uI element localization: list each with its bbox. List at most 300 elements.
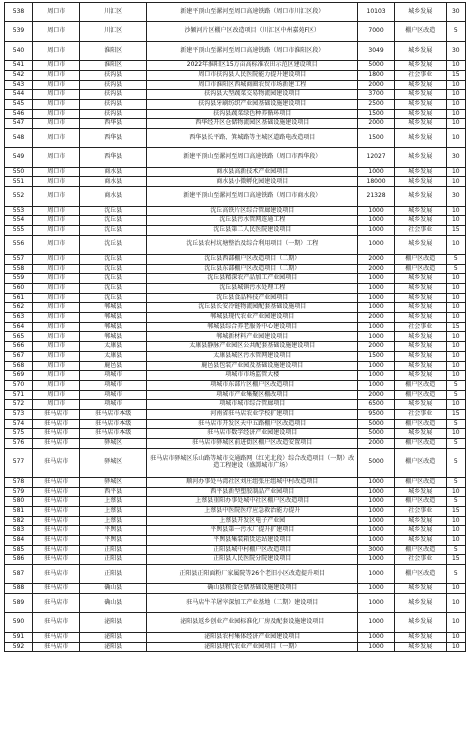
table-row xyxy=(5,351,466,361)
city-cell: 周口市 xyxy=(33,119,80,129)
category-cell: 城乡发展 xyxy=(394,235,446,254)
table-row xyxy=(5,216,466,226)
table-row xyxy=(5,477,466,487)
district-cell: 上蔡县 xyxy=(80,506,147,516)
term-cell: 5 xyxy=(446,419,465,429)
amount-cell: 21328 xyxy=(358,187,395,206)
project-name-cell: 项城市产业集聚区棚改项目 xyxy=(147,390,358,400)
category-cell: 城乡发展 xyxy=(394,61,446,71)
district-cell: 沈丘县 xyxy=(80,235,147,254)
row-number: 565 xyxy=(5,332,33,342)
category-cell: 社会事业 xyxy=(394,322,446,332)
table-row xyxy=(5,293,466,303)
term-cell: 10 xyxy=(446,109,465,119)
table-row xyxy=(5,371,466,381)
category-cell: 城乡发展 xyxy=(394,148,446,167)
district-cell: 确山县 xyxy=(80,594,147,613)
amount-cell: 1000 xyxy=(358,594,395,613)
city-cell: 周口市 xyxy=(33,380,80,390)
project-name-cell: 驻马店市开发区天中五路棚户区改造项目 xyxy=(147,419,358,429)
district-cell: 郸城县 xyxy=(80,303,147,313)
amount-cell: 1000 xyxy=(358,167,395,177)
city-cell: 周口市 xyxy=(33,274,80,284)
category-cell: 城乡发展 xyxy=(394,80,446,90)
term-cell: 5 xyxy=(446,448,465,477)
project-name-cell: 上蔡县重阳办事处城中社区棚户区改造项目 xyxy=(147,497,358,507)
project-name-cell: 沈丘县第二人民医院建设项目 xyxy=(147,225,358,235)
amount-cell: 1000 xyxy=(358,293,395,303)
term-cell: 10 xyxy=(446,128,465,147)
category-cell: 城乡发展 xyxy=(394,206,446,216)
table-row xyxy=(5,225,466,235)
category-cell: 城乡发展 xyxy=(394,303,446,313)
row-number: 560 xyxy=(5,284,33,294)
amount-cell: 1000 xyxy=(358,225,395,235)
city-cell: 周口市 xyxy=(33,99,80,109)
term-cell: 10 xyxy=(446,177,465,187)
category-cell: 城乡发展 xyxy=(394,594,446,613)
district-cell: 驻马店市本级 xyxy=(80,409,147,419)
district-cell: 泌阳县 xyxy=(80,613,147,632)
term-cell: 15 xyxy=(446,506,465,516)
row-number: 563 xyxy=(5,313,33,323)
district-cell: 淮阳区 xyxy=(80,61,147,71)
project-name-cell: 平舆县集装箱货运站建设项目 xyxy=(147,535,358,545)
city-cell: 周口市 xyxy=(33,351,80,361)
amount-cell: 1000 xyxy=(358,235,395,254)
row-number: 545 xyxy=(5,99,33,109)
table-row xyxy=(5,361,466,371)
amount-cell: 2000 xyxy=(358,254,395,264)
table-row xyxy=(5,380,466,390)
amount-cell: 1000 xyxy=(358,642,395,652)
project-name-cell: 新建平顶山至漯河至周口高速铁路（周口市淮阳区段） xyxy=(147,41,358,60)
project-name-cell: 沈丘县城镇污水处理工程 xyxy=(147,284,358,294)
project-name-cell: 周口市淮阳区西城商圈农贸市场新建工程 xyxy=(147,80,358,90)
term-cell: 10 xyxy=(446,313,465,323)
project-name-cell: 顺河办事处马湾社区刘庄组张庄组城中村改造项目 xyxy=(147,477,358,487)
row-number: 541 xyxy=(5,61,33,71)
row-number: 584 xyxy=(5,535,33,545)
table-row xyxy=(5,545,466,555)
city-cell: 周口市 xyxy=(33,80,80,90)
project-table xyxy=(4,2,466,652)
term-cell: 5 xyxy=(446,22,465,41)
category-cell: 棚户区改造 xyxy=(394,22,446,41)
category-cell: 城乡发展 xyxy=(394,526,446,536)
amount-cell: 1000 xyxy=(358,497,395,507)
district-cell: 商水县 xyxy=(80,177,147,187)
amount-cell: 1000 xyxy=(358,487,395,497)
project-name-cell: 沈丘县东部棚户区改造项目（二期） xyxy=(147,264,358,274)
project-name-cell: 沈丘县西部棚户区改造项目（二期） xyxy=(147,254,358,264)
row-number: 553 xyxy=(5,206,33,216)
category-cell: 城乡发展 xyxy=(394,119,446,129)
row-number: 539 xyxy=(5,22,33,41)
category-cell: 城乡发展 xyxy=(394,109,446,119)
table-row xyxy=(5,3,466,22)
term-cell: 10 xyxy=(446,99,465,109)
amount-cell: 5000 xyxy=(358,419,395,429)
row-number: 546 xyxy=(5,109,33,119)
amount-cell: 2500 xyxy=(358,99,395,109)
district-cell: 扶沟县 xyxy=(80,80,147,90)
city-cell: 周口市 xyxy=(33,70,80,80)
term-cell: 10 xyxy=(446,516,465,526)
city-cell: 驻马店市 xyxy=(33,487,80,497)
district-cell: 扶沟县 xyxy=(80,70,147,80)
table-row xyxy=(5,429,466,439)
city-cell: 周口市 xyxy=(33,264,80,274)
city-cell: 驻马店市 xyxy=(33,429,80,439)
amount-cell: 1000 xyxy=(358,322,395,332)
district-cell: 驿城区 xyxy=(80,477,147,487)
category-cell: 城乡发展 xyxy=(394,584,446,594)
term-cell: 30 xyxy=(446,148,465,167)
amount-cell: 1000 xyxy=(358,565,395,584)
term-cell: 15 xyxy=(446,322,465,332)
table-row xyxy=(5,506,466,516)
table-row xyxy=(5,70,466,80)
district-cell: 西华县 xyxy=(80,148,147,167)
district-cell: 平舆县 xyxy=(80,526,147,536)
amount-cell: 3049 xyxy=(358,41,395,60)
table-row xyxy=(5,584,466,594)
project-name-cell: 正阳县人民医院分院建设项目 xyxy=(147,555,358,565)
term-cell: 10 xyxy=(446,274,465,284)
project-name-cell: 郸城县综合养老服务中心建设项目 xyxy=(147,322,358,332)
term-cell: 15 xyxy=(446,409,465,419)
table-row xyxy=(5,22,466,41)
table-row xyxy=(5,109,466,119)
term-cell: 10 xyxy=(446,119,465,129)
amount-cell: 1000 xyxy=(358,584,395,594)
project-name-cell: 项城市东部片区棚户区改造项目 xyxy=(147,380,358,390)
amount-cell: 1000 xyxy=(358,380,395,390)
district-cell: 正阳县 xyxy=(80,565,147,584)
row-number: 588 xyxy=(5,584,33,594)
term-cell: 10 xyxy=(446,216,465,226)
amount-cell: 1000 xyxy=(358,216,395,226)
table-row xyxy=(5,167,466,177)
project-name-cell: 沈丘县精深农产品加工产业园项目 xyxy=(147,274,358,284)
city-cell: 驻马店市 xyxy=(33,565,80,584)
project-name-cell: 驻马店市驿城区乐山路等城市交通路网（红光北段）综合改造项目（一期）改造工程建设（盛譚城市广场） xyxy=(147,448,358,477)
category-cell: 城乡发展 xyxy=(394,642,446,652)
row-number: 579 xyxy=(5,487,33,497)
project-name-cell: 沈丘县污水管网连通工程 xyxy=(147,216,358,226)
row-number: 558 xyxy=(5,264,33,274)
project-name-cell: 沈丘县食品科技产业园项目 xyxy=(147,293,358,303)
district-cell: 泌阳县 xyxy=(80,632,147,642)
term-cell: 30 xyxy=(446,187,465,206)
category-cell: 棚户区改造 xyxy=(394,545,446,555)
row-number: 572 xyxy=(5,400,33,410)
district-cell: 泌阳县 xyxy=(80,642,147,652)
project-name-cell: 太康县城区污水管网建设项目 xyxy=(147,351,358,361)
term-cell: 5 xyxy=(446,380,465,390)
amount-cell: 1000 xyxy=(358,332,395,342)
project-name-cell: 新建平顶山至漯河至周口高速铁路（周口市商水段） xyxy=(147,187,358,206)
district-cell: 川汇区 xyxy=(80,3,147,22)
district-cell: 沈丘县 xyxy=(80,264,147,274)
district-cell: 沈丘县 xyxy=(80,254,147,264)
row-number: 571 xyxy=(5,390,33,400)
district-cell: 扶沟县 xyxy=(80,109,147,119)
project-name-cell: 沈丘县长安冷链物流园配套基础设施项目 xyxy=(147,303,358,313)
category-cell: 社会事业 xyxy=(394,225,446,235)
category-cell: 城乡发展 xyxy=(394,487,446,497)
city-cell: 驻马店市 xyxy=(33,555,80,565)
row-number: 547 xyxy=(5,119,33,129)
amount-cell: 2000 xyxy=(358,390,395,400)
table-row xyxy=(5,342,466,352)
amount-cell: 1000 xyxy=(358,361,395,371)
row-number: 587 xyxy=(5,565,33,584)
city-cell: 周口市 xyxy=(33,3,80,22)
category-cell: 城乡发展 xyxy=(394,613,446,632)
city-cell: 周口市 xyxy=(33,390,80,400)
project-name-cell: 沈丘县农村坑塘整治及综合利用项目（一期）工程 xyxy=(147,235,358,254)
term-cell: 5 xyxy=(446,477,465,487)
row-number: 559 xyxy=(5,274,33,284)
term-cell: 5 xyxy=(446,497,465,507)
project-name-cell: 西华经开区仓储物流园区基础设施建设项目 xyxy=(147,119,358,129)
row-number: 548 xyxy=(5,128,33,147)
term-cell: 10 xyxy=(446,80,465,90)
row-number: 592 xyxy=(5,642,33,652)
term-cell: 5 xyxy=(446,565,465,584)
term-cell: 10 xyxy=(446,642,465,652)
category-cell: 棚户区改造 xyxy=(394,254,446,264)
table-row xyxy=(5,80,466,90)
term-cell: 10 xyxy=(446,400,465,410)
project-name-cell: 太康县静脉产业园区公共配套基础设施建设项目 xyxy=(147,342,358,352)
city-cell: 周口市 xyxy=(33,187,80,206)
amount-cell: 2000 xyxy=(358,342,395,352)
city-cell: 驻马店市 xyxy=(33,584,80,594)
city-cell: 周口市 xyxy=(33,61,80,71)
district-cell: 淮阳区 xyxy=(80,41,147,60)
category-cell: 城乡发展 xyxy=(394,332,446,342)
table-row xyxy=(5,419,466,429)
category-cell: 城乡发展 xyxy=(394,361,446,371)
city-cell: 周口市 xyxy=(33,254,80,264)
city-cell: 周口市 xyxy=(33,293,80,303)
term-cell: 30 xyxy=(446,41,465,60)
amount-cell: 5000 xyxy=(358,61,395,71)
category-cell: 城乡发展 xyxy=(394,516,446,526)
city-cell: 周口市 xyxy=(33,284,80,294)
project-name-cell: 驻马店市数字经济产业园建设项目 xyxy=(147,429,358,439)
project-name-cell: 郸城新材料产业园建设项目 xyxy=(147,332,358,342)
row-number: 552 xyxy=(5,187,33,206)
amount-cell: 2000 xyxy=(358,119,395,129)
amount-cell: 1000 xyxy=(358,303,395,313)
amount-cell: 6500 xyxy=(358,400,395,410)
term-cell: 10 xyxy=(446,206,465,216)
amount-cell: 7000 xyxy=(358,22,395,41)
project-name-cell: 西华县长平路、箕城路等主城区道路电改造项目 xyxy=(147,128,358,147)
category-cell: 棚户区改造 xyxy=(394,264,446,274)
amount-cell: 9500 xyxy=(358,409,395,419)
district-cell: 沈丘县 xyxy=(80,284,147,294)
term-cell: 30 xyxy=(446,3,465,22)
amount-cell: 1000 xyxy=(358,632,395,642)
district-cell: 郸城县 xyxy=(80,322,147,332)
city-cell: 周口市 xyxy=(33,148,80,167)
row-number: 544 xyxy=(5,90,33,100)
row-number: 566 xyxy=(5,342,33,352)
project-table-body xyxy=(5,3,466,652)
project-name-cell: 项城市城市综合管廊项目 xyxy=(147,400,358,410)
category-cell: 社会事业 xyxy=(394,506,446,516)
table-row xyxy=(5,322,466,332)
category-cell: 城乡发展 xyxy=(394,41,446,60)
project-name-cell: 河南省驻马店农业学校扩建项目 xyxy=(147,409,358,419)
table-row xyxy=(5,487,466,497)
project-name-cell: 项城市市场监管大楼 xyxy=(147,371,358,381)
table-row xyxy=(5,565,466,584)
category-cell: 城乡发展 xyxy=(394,284,446,294)
district-cell: 郸城县 xyxy=(80,313,147,323)
row-number: 543 xyxy=(5,80,33,90)
amount-cell: 1500 xyxy=(358,109,395,119)
row-number: 586 xyxy=(5,555,33,565)
term-cell: 10 xyxy=(446,594,465,613)
amount-cell: 3000 xyxy=(358,545,395,555)
city-cell: 周口市 xyxy=(33,313,80,323)
amount-cell: 1000 xyxy=(358,555,395,565)
city-cell: 周口市 xyxy=(33,216,80,226)
table-row xyxy=(5,400,466,410)
row-number: 568 xyxy=(5,361,33,371)
row-number: 551 xyxy=(5,177,33,187)
row-number: 570 xyxy=(5,380,33,390)
city-cell: 周口市 xyxy=(33,303,80,313)
project-name-cell: 平舆县第一污水厂提升扩建项目 xyxy=(147,526,358,536)
row-number: 554 xyxy=(5,216,33,226)
district-cell: 沈丘县 xyxy=(80,216,147,226)
table-row xyxy=(5,41,466,60)
city-cell: 驻马店市 xyxy=(33,545,80,555)
row-number: 557 xyxy=(5,254,33,264)
city-cell: 驻马店市 xyxy=(33,477,80,487)
city-cell: 驻马店市 xyxy=(33,516,80,526)
term-cell: 10 xyxy=(446,342,465,352)
row-number: 540 xyxy=(5,41,33,60)
table-row xyxy=(5,274,466,284)
row-number: 564 xyxy=(5,322,33,332)
table-row xyxy=(5,303,466,313)
district-cell: 太康县 xyxy=(80,342,147,352)
amount-cell: 1500 xyxy=(358,128,395,147)
district-cell: 沈丘县 xyxy=(80,206,147,216)
amount-cell: 1000 xyxy=(358,274,395,284)
category-cell: 社会事业 xyxy=(394,409,446,419)
city-cell: 驻马店市 xyxy=(33,613,80,632)
district-cell: 西平县 xyxy=(80,487,147,497)
amount-cell: 12027 xyxy=(358,148,395,167)
row-number: 542 xyxy=(5,70,33,80)
district-cell: 上蔡县 xyxy=(80,497,147,507)
term-cell: 10 xyxy=(446,371,465,381)
category-cell: 城乡发展 xyxy=(394,167,446,177)
district-cell: 项城市 xyxy=(80,400,147,410)
term-cell: 10 xyxy=(446,584,465,594)
city-cell: 驻马店市 xyxy=(33,642,80,652)
term-cell: 5 xyxy=(446,439,465,449)
district-cell: 沈丘县 xyxy=(80,274,147,284)
table-row xyxy=(5,148,466,167)
row-number: 567 xyxy=(5,351,33,361)
term-cell: 10 xyxy=(446,332,465,342)
district-cell: 扶沟县 xyxy=(80,90,147,100)
city-cell: 周口市 xyxy=(33,22,80,41)
project-name-cell: 商水县高新技术产业园项目 xyxy=(147,167,358,177)
table-row xyxy=(5,206,466,216)
district-cell: 川汇区 xyxy=(80,22,147,41)
category-cell: 棚户区改造 xyxy=(394,380,446,390)
term-cell: 15 xyxy=(446,555,465,565)
amount-cell: 2000 xyxy=(358,264,395,274)
table-row xyxy=(5,409,466,419)
district-cell: 西华县 xyxy=(80,119,147,129)
term-cell: 10 xyxy=(446,487,465,497)
term-cell: 10 xyxy=(446,361,465,371)
row-number: 585 xyxy=(5,545,33,555)
amount-cell: 1000 xyxy=(358,526,395,536)
table-row xyxy=(5,448,466,477)
table-row xyxy=(5,313,466,323)
project-name-cell: 新建平顶山至漯河至周口高速铁路（周口市西华段） xyxy=(147,148,358,167)
district-cell: 商水县 xyxy=(80,167,147,177)
table-row xyxy=(5,613,466,632)
table-row xyxy=(5,632,466,642)
table-row xyxy=(5,439,466,449)
row-number: 589 xyxy=(5,594,33,613)
term-cell: 15 xyxy=(446,70,465,80)
table-row xyxy=(5,642,466,652)
category-cell: 城乡发展 xyxy=(394,371,446,381)
city-cell: 周口市 xyxy=(33,128,80,147)
category-cell: 城乡发展 xyxy=(394,400,446,410)
term-cell: 5 xyxy=(446,545,465,555)
city-cell: 周口市 xyxy=(33,225,80,235)
table-row xyxy=(5,128,466,147)
amount-cell: 5000 xyxy=(358,448,395,477)
district-cell: 扶沟县 xyxy=(80,99,147,109)
table-row xyxy=(5,254,466,264)
row-number: 583 xyxy=(5,526,33,536)
amount-cell: 18000 xyxy=(358,177,395,187)
project-name-cell: 泌阳县农村集体经济产业园建设项目 xyxy=(147,632,358,642)
row-number: 538 xyxy=(5,3,33,22)
row-number: 577 xyxy=(5,448,33,477)
city-cell: 周口市 xyxy=(33,400,80,410)
district-cell: 确山县 xyxy=(80,584,147,594)
project-name-cell: 上蔡县开发区电子产业园 xyxy=(147,516,358,526)
amount-cell: 1000 xyxy=(358,516,395,526)
city-cell: 周口市 xyxy=(33,90,80,100)
category-cell: 城乡发展 xyxy=(394,293,446,303)
table-row xyxy=(5,119,466,129)
district-cell: 项城市 xyxy=(80,380,147,390)
city-cell: 驻马店市 xyxy=(33,632,80,642)
city-cell: 周口市 xyxy=(33,361,80,371)
row-number: 576 xyxy=(5,439,33,449)
district-cell: 驻马店市本级 xyxy=(80,419,147,429)
